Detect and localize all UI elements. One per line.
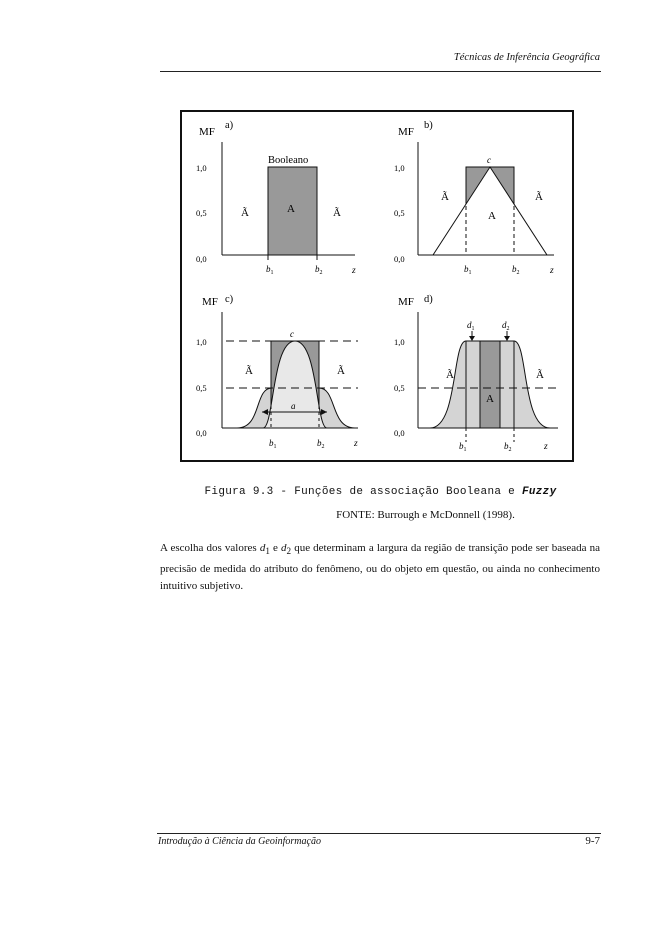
body-text-part: que determinam a largura da região de transição pode ser baseada na precisão de medida do atributo do fenômeno, ou do objeto em questão, ou ainda no conhecimento intuitivo subjetivo.: [160, 542, 600, 593]
panel-b-complement-left: Ã: [441, 191, 449, 203]
panel-a-complement-right: Ã: [333, 207, 341, 219]
panel-d-core-set: [480, 341, 500, 428]
panel-d-xtick-b2: $b_2$: [504, 441, 512, 453]
panel-b-ytick-05: 0,5: [394, 208, 405, 218]
panel-a: [196, 120, 356, 276]
panel-d-d1-label: $d_1$: [467, 320, 475, 332]
figure-frame: [180, 110, 574, 462]
footer-rule: [157, 833, 601, 834]
panel-b-xtick-b2: $b_2$: [512, 264, 520, 276]
panel-b-ytick-1: 1,0: [394, 163, 405, 173]
panel-b-axis-label: MF: [398, 126, 414, 138]
panel-d-d2-label: $d_2$: [502, 320, 510, 332]
panel-c-ytick-1: 1,0: [196, 337, 207, 347]
panel-d-complement-left: Ã: [446, 369, 454, 381]
var-d2-sub: 2: [286, 546, 292, 557]
figure-source: FONTE: Burrough e McDonnell (1998).: [336, 509, 515, 521]
panel-b-tag: b): [424, 120, 433, 131]
body-text-part: e: [269, 542, 281, 554]
panel-b-x-axis-label: z: [550, 266, 554, 276]
panel-a-x-axis-label: z: [352, 266, 356, 276]
running-header: Técnicas de Inferência Geográfica: [453, 52, 600, 63]
body-paragraph: [160, 540, 600, 596]
panel-a-complement-left: Ã: [241, 207, 249, 219]
panel-a-ytick-1: 1,0: [196, 163, 207, 173]
panel-d-set-label: A: [486, 393, 494, 405]
panel-c-axis-label: MF: [202, 296, 218, 308]
panel-c: [196, 294, 358, 450]
page-number: 9-7: [585, 835, 600, 847]
panel-a-set-label: A: [287, 203, 295, 215]
figure-caption-text: Figura 9.3 - Funções de associação Booleana e: [204, 486, 522, 498]
panel-d: [394, 294, 558, 453]
panel-d-tag: d): [424, 294, 433, 305]
panel-d-xtick-b1: $b_1$: [459, 441, 467, 453]
panel-b-xtick-b1: $b_1$: [464, 264, 472, 276]
panel-d-x-axis-label: z: [544, 442, 548, 452]
panel-a-title: Booleano: [268, 155, 309, 166]
body-text-part: A escolha dos valores: [160, 542, 260, 554]
panel-b-ytick-0: 0,0: [394, 254, 405, 264]
figure-caption-emphasis: Fuzzy: [521, 486, 557, 498]
panel-b-complement-right: Ã: [535, 191, 543, 203]
panel-c-x-axis-label: z: [354, 439, 358, 449]
panel-d-ytick-1: 1,0: [394, 337, 405, 347]
panel-c-xtick-b1: $b_1$: [269, 438, 277, 450]
panel-c-complement-left: Ã: [245, 365, 253, 377]
panel-a-ytick-0: 0,0: [196, 254, 207, 264]
panel-c-ytick-0: 0,0: [196, 428, 207, 438]
panel-c-complement-right: Ã: [337, 365, 345, 377]
panel-a-xtick-b1: $b_1$: [266, 264, 274, 276]
panel-d-axis-label: MF: [398, 296, 414, 308]
var-d1-sub: 1: [265, 546, 270, 557]
panel-d-ytick-05: 0,5: [394, 383, 405, 393]
panel-c-xtick-b2: $b_2$: [317, 438, 325, 450]
panel-a-xtick-b2: $b_2$: [315, 264, 323, 276]
panel-b-set-label: A: [488, 210, 496, 222]
panel-a-tag: a): [225, 120, 234, 131]
panel-c-tag: c): [225, 294, 234, 305]
var-d1: d: [259, 542, 266, 554]
panel-c-ytick-05: 0,5: [196, 383, 207, 393]
header-rule: [160, 71, 601, 72]
panel-b-peak-label: c: [487, 155, 491, 165]
figure-caption: [160, 486, 601, 498]
footer-book-title: Introdução à Ciência da Geoinformação: [158, 836, 321, 847]
membership-functions-figure: [182, 112, 571, 459]
panel-d-complement-right: Ã: [536, 369, 544, 381]
panel-a-ytick-05: 0,5: [196, 208, 207, 218]
panel-a-axis-label: MF: [199, 126, 215, 138]
panel-c-peak-label: c: [290, 329, 294, 339]
panel-c-width-label: a: [291, 401, 296, 411]
panel-b: [394, 120, 554, 276]
var-d2: d: [281, 542, 287, 554]
panel-d-ytick-0: 0,0: [394, 428, 405, 438]
